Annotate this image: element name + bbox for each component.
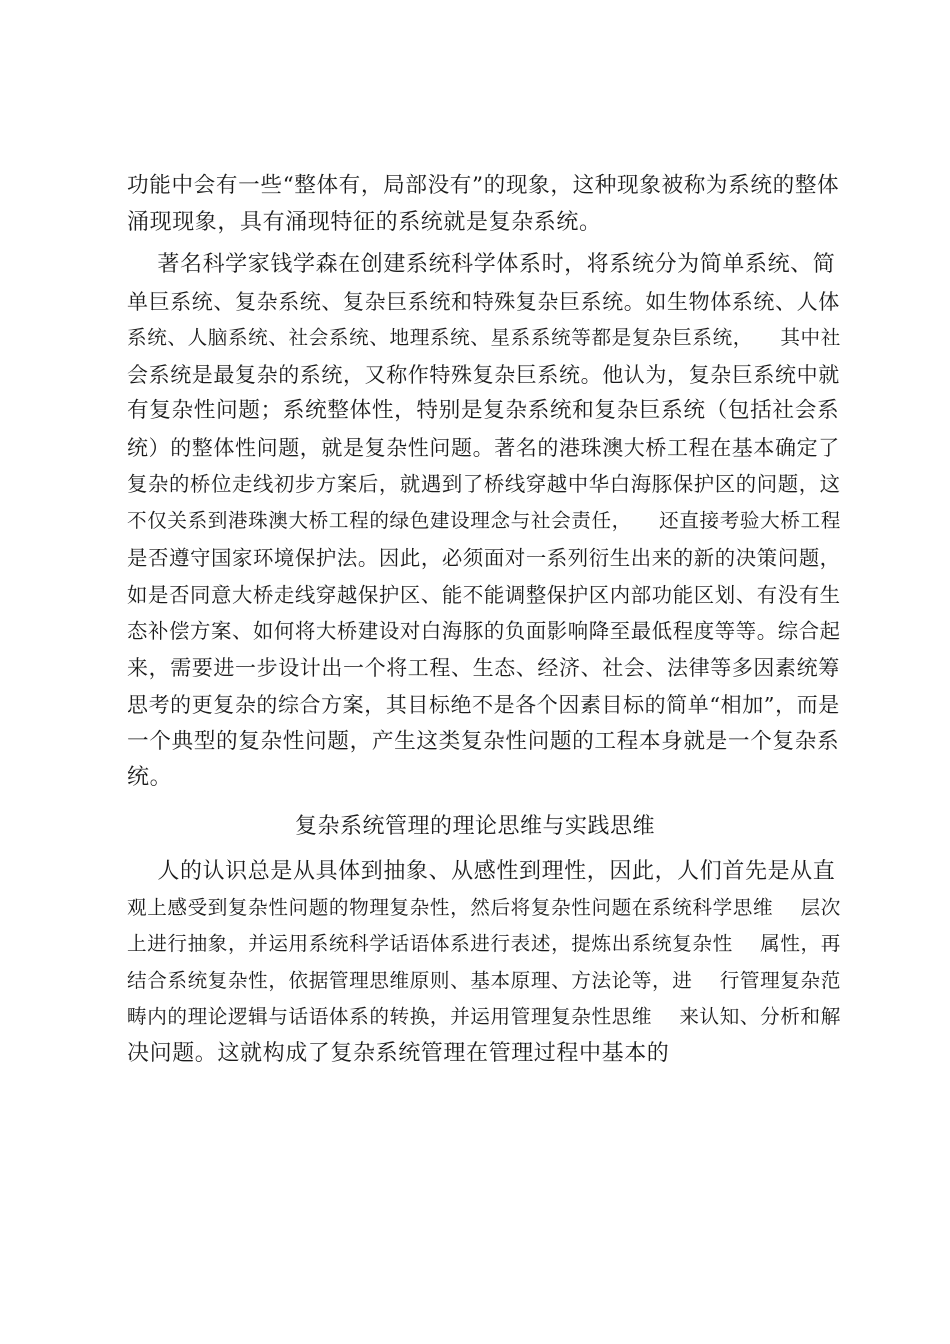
paragraph-2-line-1: 著名科学家钱学森在创建系统科学体系时，将系统分为简单系统、简 — [127, 252, 836, 277]
paragraph-2-line-13: 思考的更复杂的综合方案，其目标绝不是各个因素目标的简单“相加”，而是 — [127, 693, 840, 717]
paragraph-2-line-7: 复杂的桥位走线初步方案后，就遇到了桥线穿越中华白海豚保护区的问题，这 — [127, 472, 841, 496]
paragraph-3-line-3: 上进行抽象，并运用系统科学话语体系进行表述，提炼出系统复杂性 属性，再 — [127, 932, 841, 955]
paragraph-3-line-2: 观上感受到复杂性问题的物理复杂性，然后将复杂性问题在系统科学思维 层次 — [127, 896, 841, 919]
paragraph-1-line-1: 功能中会有一些“整体有，局部没有”的现象，这种现象被称为系统的整体 — [127, 173, 840, 198]
paragraph-2-line-4: 会系统是最复杂的系统，又称作特殊复杂巨系统。他认为，复杂巨系统中就 — [127, 363, 840, 387]
section-heading: 复杂系统管理的理论思维与实践思维 — [294, 814, 655, 839]
paragraph-2-line-2: 单巨系统、复杂系统、复杂巨系统和特殊复杂巨系统。如生物体系统、人体 — [127, 290, 840, 314]
paragraph-2-line-5: 有复杂性问题；系统整体性，特别是复杂系统和复杂巨系统（包括社会系 — [127, 398, 840, 423]
paragraph-3-line-6: 决问题。这就构成了复杂系统管理在管理过程中基本的 — [127, 1041, 670, 1066]
paragraph-2-line-9: 是否遵守国家环境保护法。因此，必须面对一系列衍生出来的新的决策问题， — [127, 546, 841, 570]
paragraph-2-line-15: 统。 — [127, 765, 173, 790]
paragraph-2-line-14: 一个典型的复杂性问题，产生这类复杂性问题的工程本身就是一个复杂系 — [127, 729, 840, 754]
paragraph-2-line-3: 系统、人脑系统、社会系统、地理系统、星系系统等都是复杂巨系统， 其中社 — [127, 326, 841, 349]
paragraph-3-line-1: 人的认识总是从具体到抽象、从感性到理性，因此，人们首先是从直 — [127, 859, 836, 884]
paragraph-2-line-8: 不仅关系到港珠澳大桥工程的绿色建设理念与社会责任， 还直接考验大桥工程 — [127, 509, 841, 532]
paragraph-2-line-6: 统）的整体性问题，就是复杂性问题。著名的港珠澳大桥工程在基本确定了 — [127, 436, 840, 460]
paragraph-2-line-10: 如是否同意大桥走线穿越保护区、能不能调整保护区内部功能区划、有没有生 — [127, 583, 841, 607]
paragraph-3-line-5: 畴内的理论逻辑与话语体系的转换，并运用管理复杂性思维 来认知、分析和解 — [127, 1005, 841, 1028]
paragraph-2-line-11: 态补偿方案、如何将大桥建设对白海豚的负面影响降至最低程度等等。综合起 — [127, 619, 841, 643]
paragraph-2-line-12: 来，需要进一步设计出一个将工程、生态、经济、社会、法律等多因素统筹 — [127, 656, 840, 680]
paragraph-3-line-4: 结合系统复杂性，依据管理思维原则、基本原理、方法论等，进 行管理复杂范 — [127, 969, 841, 992]
paragraph-1-line-2: 涌现现象，具有涌现特征的系统就是复杂系统。 — [127, 210, 602, 235]
